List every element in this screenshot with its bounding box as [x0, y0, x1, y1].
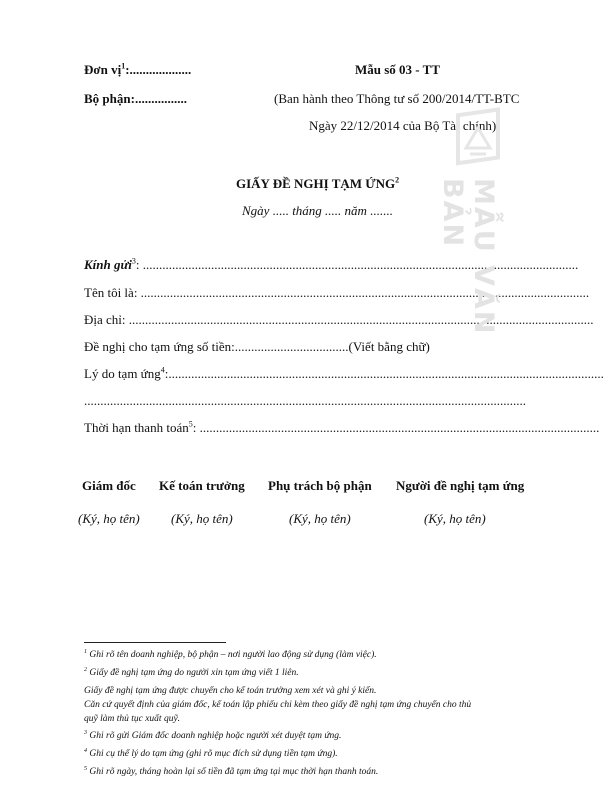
amount-line: Đề nghị cho tạm ứng số tiền:...................................(Viết bằng chữ) — [84, 339, 430, 354]
signature-title-chief-accountant: Kế toán trưởng — [159, 478, 245, 493]
reason-blank: :...................................................................................................................................... — [164, 366, 604, 381]
deadline-blank: : ........................................................................................................................... — [192, 420, 600, 435]
department-label: Bộ phận: — [84, 91, 135, 106]
recipient-label: Kính gửi — [84, 257, 132, 272]
recipient-blank: : ...................................................................................................................................... — [135, 257, 579, 272]
deadline-line — [84, 420, 599, 436]
signature-note-department-head: (Ký, họ tên) — [289, 511, 351, 526]
footnote-2-line-c: quỹ làm thủ tục xuất quỹ. — [84, 714, 181, 724]
signature-title-director: Giám đốc — [82, 478, 136, 493]
signature-note-chief-accountant: (Ký, họ tên) — [171, 511, 233, 526]
name-line: Tên tôi là: .......................................................................................................................................... — [84, 285, 590, 300]
recipient-footnote-ref: 3 — [131, 256, 136, 266]
footnote-1-text: Ghi rõ tên doanh nghiệp, bộ phận – nơi người lao động sử dụng (làm việc). — [89, 650, 377, 660]
title-text: GIẤY ĐỀ NGHỊ TẠM ỨNG — [236, 176, 396, 191]
deadline-footnote-ref: 5 — [188, 419, 193, 429]
issued-by: (Ban hành theo Thông tư số 200/2014/TT-BTC — [274, 91, 520, 106]
title-footnote-ref: 2 — [395, 175, 400, 185]
reason-line — [84, 366, 604, 382]
signature-title-department-head: Phụ trách bộ phận — [268, 478, 372, 493]
footnote-3-text: Ghi rõ gửi Giám đốc doanh nghiệp hoặc người xét duyệt tạm ứng. — [89, 731, 342, 741]
footnote-4-ref: 4 — [84, 747, 87, 754]
signature-note-applicant: (Ký, họ tên) — [424, 511, 486, 526]
footnote-5-ref: 5 — [84, 765, 87, 772]
recipient-line — [84, 257, 578, 273]
footnote-2-line-b: Căn cứ quyết định của giám đốc, kế toán lập phiếu chi kèm theo giấy đề nghị tạm ứng chuyển cho thủ — [84, 700, 472, 710]
footnote-5 — [84, 766, 378, 778]
footnote-2-line-a: Giấy đề nghị tạm ứng được chuyển cho kế toán trưởng xem xét và ghi ý kiến. — [84, 686, 377, 696]
footnote-4-text: Ghi cụ thể lý do tạm ứng (ghi rõ mục đích sử dụng tiền tạm ứng). — [89, 749, 338, 759]
footnote-2 — [84, 667, 299, 679]
reason-extra-line: ........................................................................................................................................ — [84, 393, 526, 408]
deadline-label: Thời hạn thanh toán — [84, 420, 189, 435]
unit-label: Đơn vị — [84, 62, 122, 77]
issued-date: Ngày 22/12/2014 của Bộ Tài chính) — [309, 118, 497, 133]
signature-note-director: (Ký, họ tên) — [78, 511, 140, 526]
watermark-text: MẪU VĂN BẢN — [437, 178, 499, 336]
watermark-logo-icon — [452, 110, 504, 168]
address-line: Địa chỉ: ............................................................................................................................................... — [84, 312, 594, 327]
department-field — [84, 91, 187, 107]
signature-title-applicant: Người đề nghị tạm ứng — [396, 478, 525, 493]
reason-footnote-ref: 4 — [160, 365, 165, 375]
footnote-1 — [84, 649, 377, 661]
footnote-2-text: Giấy đề nghị tạm ứng do người xin tạm ứng viết 1 liên. — [89, 668, 299, 678]
footnote-5-text: Ghi rõ ngày, tháng hoàn lại số tiền đã tạm ứng tại mục thời hạn thanh toán. — [89, 767, 379, 777]
department-blank: ................ — [134, 91, 187, 106]
footnote-4 — [84, 748, 338, 760]
form-number: Mẫu số 03 - TT — [355, 62, 440, 77]
document-title — [236, 176, 399, 192]
footnote-separator — [84, 642, 226, 643]
footnote-2-ref: 2 — [84, 666, 87, 673]
footnote-3-ref: 3 — [84, 729, 87, 736]
date-line: Ngày ..... tháng ..... năm ....... — [242, 203, 393, 218]
unit-blank: :................... — [125, 62, 192, 77]
reason-label: Lý do tạm ứng — [84, 366, 161, 381]
footnote-1-ref: 1 — [84, 648, 87, 655]
unit-field — [84, 62, 191, 78]
footnote-3 — [84, 730, 341, 742]
unit-footnote-ref: 1 — [121, 61, 126, 71]
